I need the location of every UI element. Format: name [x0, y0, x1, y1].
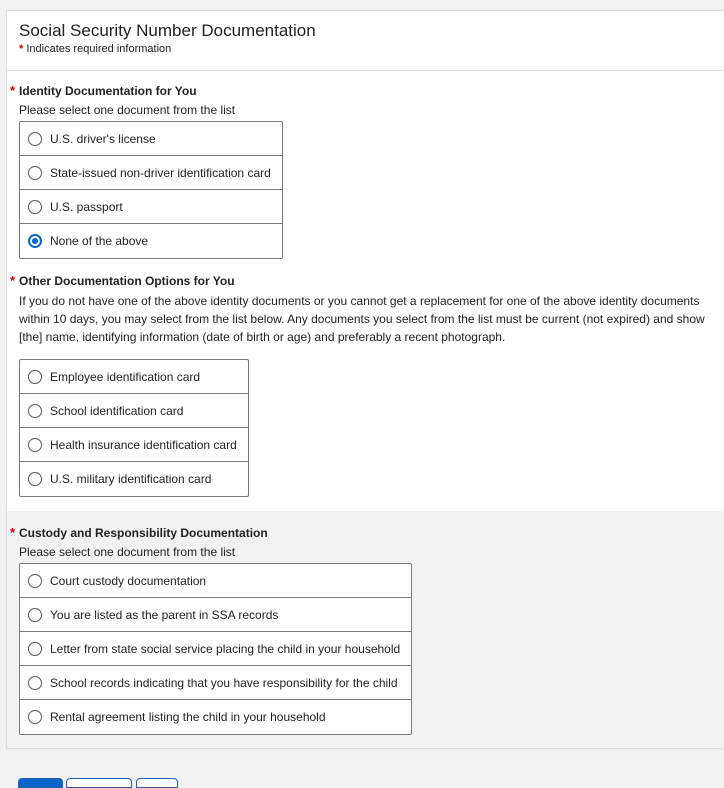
other-docs-section — [7, 273, 724, 497]
primary-footer-button[interactable] — [18, 778, 63, 788]
other-docs-option[interactable] — [20, 394, 248, 428]
identity-section — [7, 83, 724, 259]
other-docs-option-label: U.S. military identification card — [50, 472, 212, 486]
identity-option[interactable] — [20, 156, 282, 190]
radio-button[interactable] — [28, 438, 42, 452]
identity-hint: Please select one document from the list — [19, 103, 236, 117]
identity-option-label: U.S. passport — [50, 199, 123, 214]
custody-option-label: Court custody documentation — [50, 573, 207, 588]
identity-option-label: State-issued non-driver identification card — [50, 165, 271, 180]
custody-heading — [10, 525, 724, 541]
radio-button[interactable] — [28, 472, 42, 486]
radio-button[interactable] — [28, 676, 42, 690]
identity-option[interactable] — [20, 224, 282, 258]
custody-section — [7, 525, 724, 735]
panel-header — [7, 11, 724, 71]
identity-heading — [10, 83, 724, 99]
radio-button[interactable] — [28, 404, 42, 418]
other-docs-option[interactable] — [20, 462, 248, 496]
radio-button-selected[interactable] — [28, 234, 42, 248]
radio-button[interactable] — [28, 370, 42, 384]
custody-option[interactable] — [20, 632, 411, 666]
secondary-footer-button[interactable] — [66, 778, 132, 788]
other-docs-option[interactable] — [20, 428, 248, 462]
other-docs-option-label: Employee identification card — [50, 369, 201, 384]
radio-button[interactable] — [28, 132, 42, 146]
custody-option-label: Rental agreement listing the child in your household — [50, 710, 326, 724]
tertiary-footer-button[interactable] — [136, 778, 178, 788]
custody-option-label: You are listed as the parent in SSA records — [50, 607, 279, 622]
identity-option[interactable] — [20, 122, 282, 156]
page-title: Social Security Number Documentation — [19, 21, 316, 40]
required-note — [19, 43, 724, 55]
other-docs-option-label: Health insurance identification card — [50, 437, 237, 452]
required-star: * — [19, 43, 24, 55]
custody-option-label: Letter from state social service placing the child in your household — [50, 641, 401, 656]
radio-button[interactable] — [28, 574, 42, 588]
custody-heading-text: Custody and Responsibility Documentation — [19, 526, 268, 540]
radio-button[interactable] — [28, 166, 42, 180]
custody-option-label: School records indicating that you have responsibility for the child — [50, 675, 398, 690]
identity-option[interactable] — [20, 190, 282, 224]
identity-option-label: U.S. driver's license — [50, 131, 156, 146]
required-star: * — [10, 525, 16, 540]
radio-button[interactable] — [28, 608, 42, 622]
identity-heading-text: Identity Documentation for You — [19, 84, 197, 98]
custody-option[interactable] — [20, 700, 411, 734]
radio-button[interactable] — [28, 200, 42, 214]
custody-option[interactable] — [20, 564, 411, 598]
required-star: * — [10, 273, 16, 288]
custody-hint: Please select one document from the list — [19, 545, 236, 559]
custody-radio-group — [19, 563, 412, 735]
identity-radio-group — [19, 121, 283, 259]
identity-option-label: None of the above — [50, 234, 149, 248]
other-docs-option-label: School identification card — [50, 403, 184, 418]
radio-button[interactable] — [28, 710, 42, 724]
radio-button[interactable] — [28, 642, 42, 656]
other-docs-heading-text: Other Documentation Options for You — [19, 274, 235, 288]
documentation-panel — [6, 10, 724, 749]
custody-option[interactable] — [20, 666, 411, 700]
other-docs-option[interactable] — [20, 360, 248, 394]
custody-option[interactable] — [20, 598, 411, 632]
other-docs-radio-group — [19, 359, 249, 497]
other-docs-instructions: If you do not have one of the above identity documents or you cannot get a replacement for one of the above identity documents within 10 days, you may select from the list below. Any documents you select from the list must be current (not expired) and show [the] name, identifying information (date of birth or age) and preferably a recent photograph. — [19, 294, 705, 344]
required-note-text: Indicates required information — [26, 43, 172, 55]
required-star: * — [10, 83, 16, 98]
other-docs-heading — [10, 273, 724, 289]
